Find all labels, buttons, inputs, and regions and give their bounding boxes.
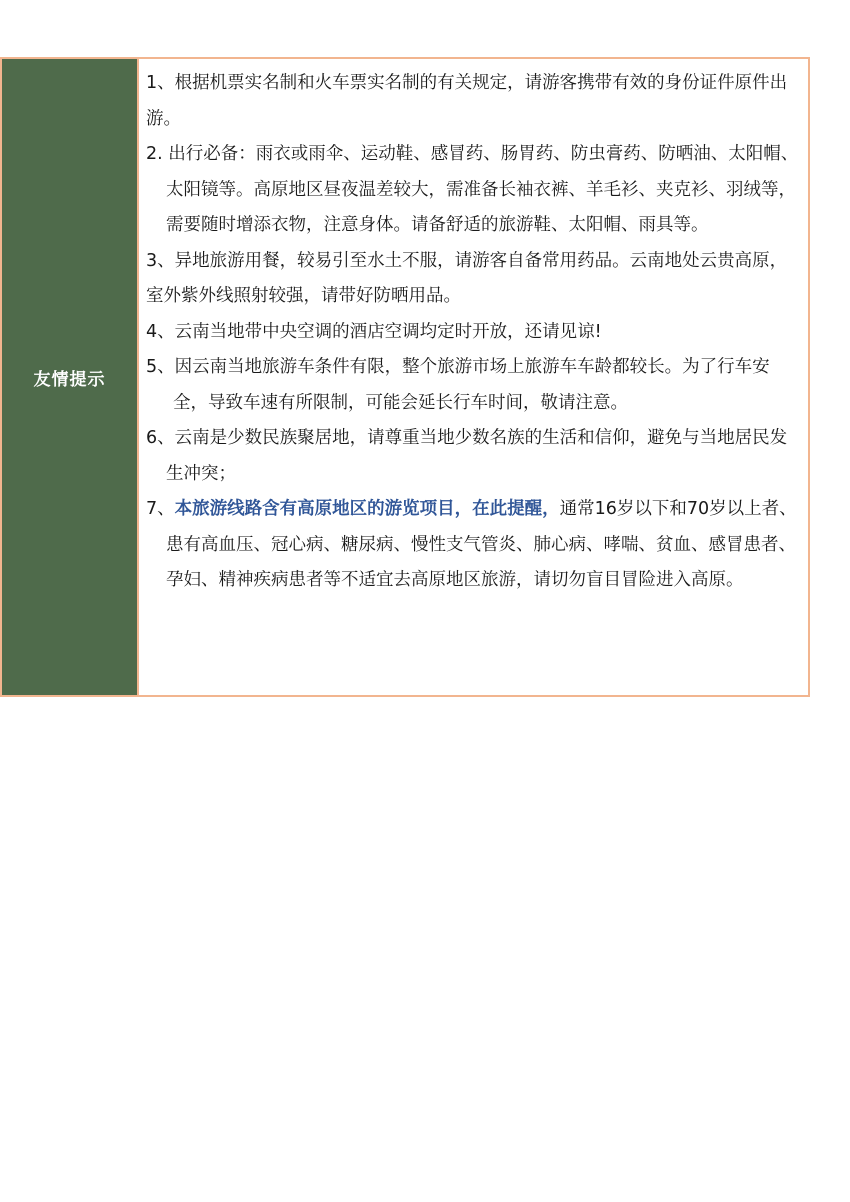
- tip-item-4: 4、云南当地带中央空调的酒店空调均定时开放，还请见谅!: [146, 321, 602, 342]
- tip-item-2: 2. 出行必备：雨衣或雨伞、运动鞋、感冒药、肠胃药、防虫膏药、防晒油、太阳帽、太阳镜等。高原地区昼夜温差较大，需准备长袖衣裤、羊毛衫、夹克衫、羽绒等，需要随时增添衣物，注意身体。请备舒适的旅游鞋、太阳帽、雨具等。: [146, 144, 799, 235]
- tip-7-text: 通常16岁以下和70岁以上者、患有高血压、冠心病、糖尿病、慢性支气管炎、肺心病、哮喘、贫血、感冒患者、孕妇、精神疾病患者等不适宜去高原地区旅游，请切勿盲目冒险进入高原。: [166, 499, 797, 590]
- tip-item-3: 3、异地旅游用餐，较易引至水土不服，请游客自备常用药品。云南地处云贵高原，室外紫外线照射较强，请带好防晒用品。: [146, 250, 788, 306]
- tips-label-cell: [2, 59, 139, 695]
- tip-item-6: 6、云南是少数民族聚居地，请尊重当地少数名族的生活和信仰，避免与当地居民发生冲突；: [146, 428, 788, 484]
- tip-7-emphasis: 本旅游线路含有高原地区的游览项目，在此提醒，: [174, 499, 560, 519]
- tip-item-7: [146, 492, 802, 599]
- tips-label: 友情提示: [33, 369, 106, 390]
- travel-tips-table: [0, 57, 810, 697]
- tip-7-prefix: 7、: [146, 499, 175, 519]
- tips-list: [146, 66, 802, 599]
- tip-item-1: 1、根据机票实名制和火车票实名制的有关规定，请游客携带有效的身份证件原件出游。: [146, 73, 788, 129]
- tips-content-cell: [139, 59, 808, 695]
- tip-item-5: 5、因云南当地旅游车条件有限，整个旅游市场上旅游车车龄都较长。为了行车安全，导致车速有所限制，可能会延长行车时间，敬请注意。: [146, 357, 770, 413]
